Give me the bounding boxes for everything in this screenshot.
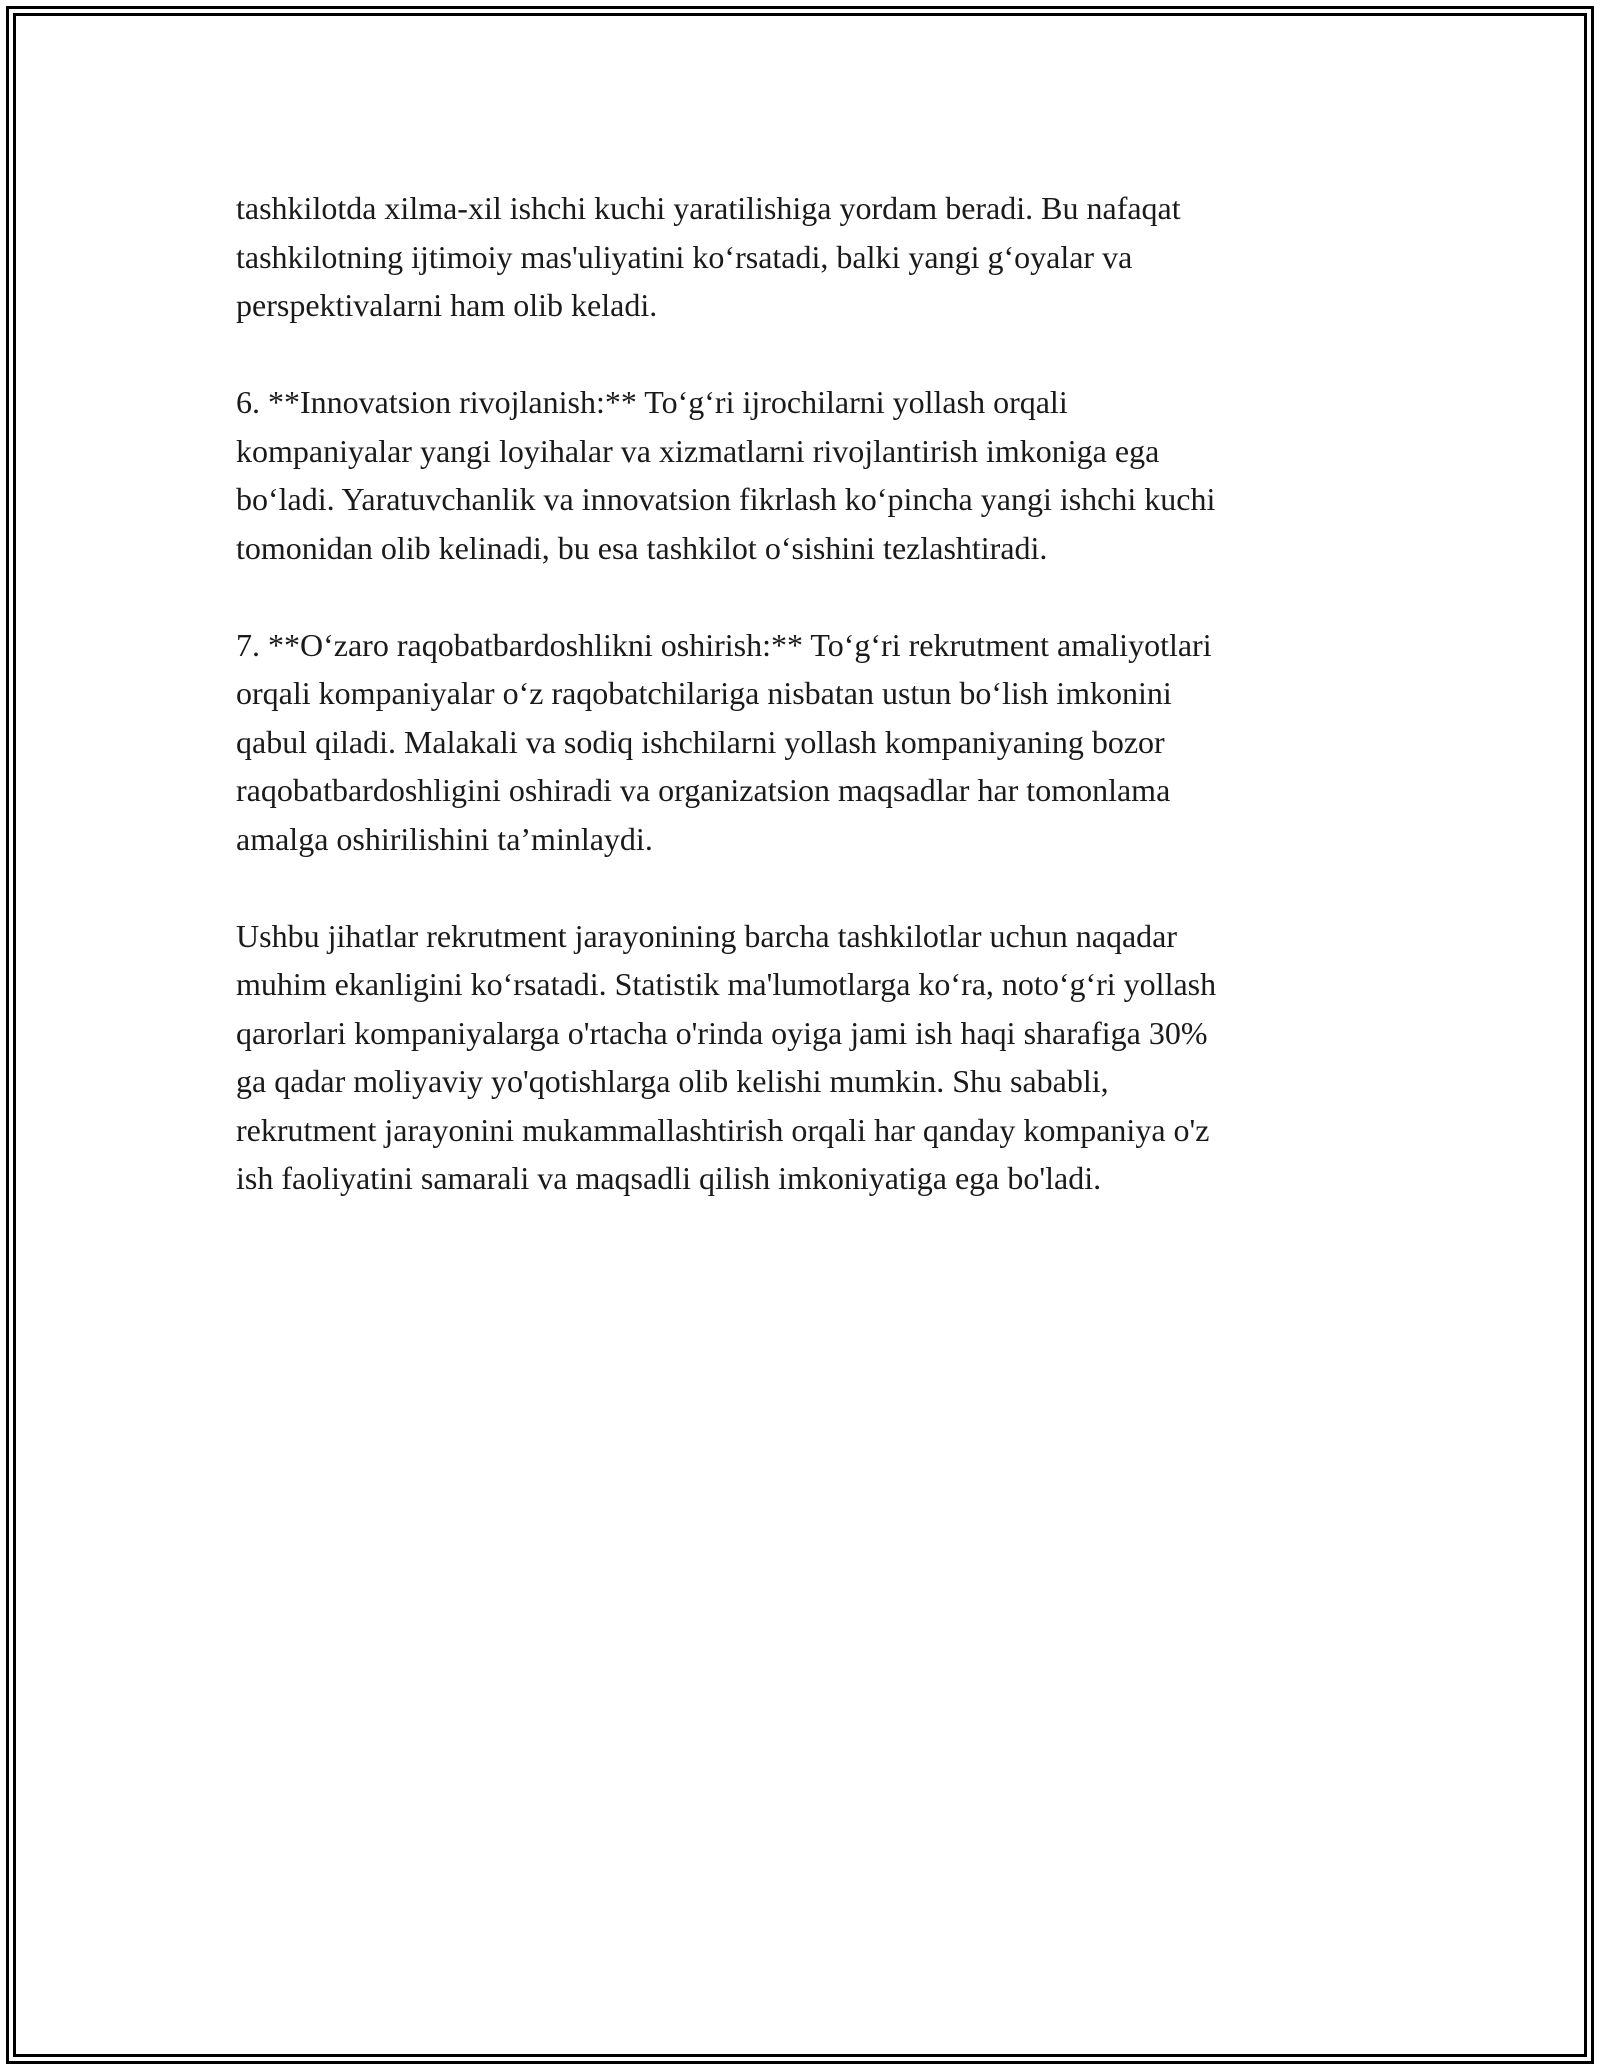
paragraph-conclusion: Ushbu jihatlar rekrutment jarayonining barcha tashkilotlar uchun naqadar muhim ekanligini ko‘rsatadi. Statistik ma'lumotlarga ko‘ra, noto‘g‘ri yollash qarorlari kompaniyalarga o'rtacha o'rinda oyiga jami ish haqi sharafiga 30% ga qadar moliyaviy yo'qotishlarga olib kelishi mumkin. Shu sababli, rekrutment jarayonini mukammallashtirish orqali har qanday kompaniya o'z ish faoliyatini samarali va maqsadli qilish imkoniyatiga ega bo'ladi. — [236, 917, 1217, 1196]
paragraph-innovative-development: 6. **Innovatsion rivojlanish:** To‘g‘ri ijrochilarni yollash orqali kompaniyalar yangi loyihalar va xizmatlarni rivojlantirish imkoniga ega bo‘ladi. Yaratuvchanlik va innovatsion fikrlash ko‘pincha yangi ishchi kuchi tomonidan olib kelinadi, bu esa tashkilot o‘sishini tezlashtiradi. — [236, 384, 1216, 566]
document-body — [236, 184, 1376, 1251]
paragraph-diversity-continuation: tashkilotda xilma-xil ishchi kuchi yaratilishiga yordam beradi. Bu nafaqat tashkilotning ijtimoiy mas'uliyatini ko‘rsatadi, balki yangi g‘oyalar va perspektivalarni ham olib keladi. — [236, 190, 1181, 323]
paragraph-competitiveness: 7. **O‘zaro raqobatbardoshlikni oshirish:** To‘g‘ri rekrutment amaliyotlari orqali kompaniyalar o‘z raqobatchilariga nisbatan ustun bo‘lish imkonini qabul qiladi. Malakali va sodiq ishchilarni yollash kompaniyaning bozor raqobatbardoshligini oshiradi va organizatsion maqsadlar har tomonlama amalga oshirilishini ta’minlaydi. — [236, 626, 1212, 857]
